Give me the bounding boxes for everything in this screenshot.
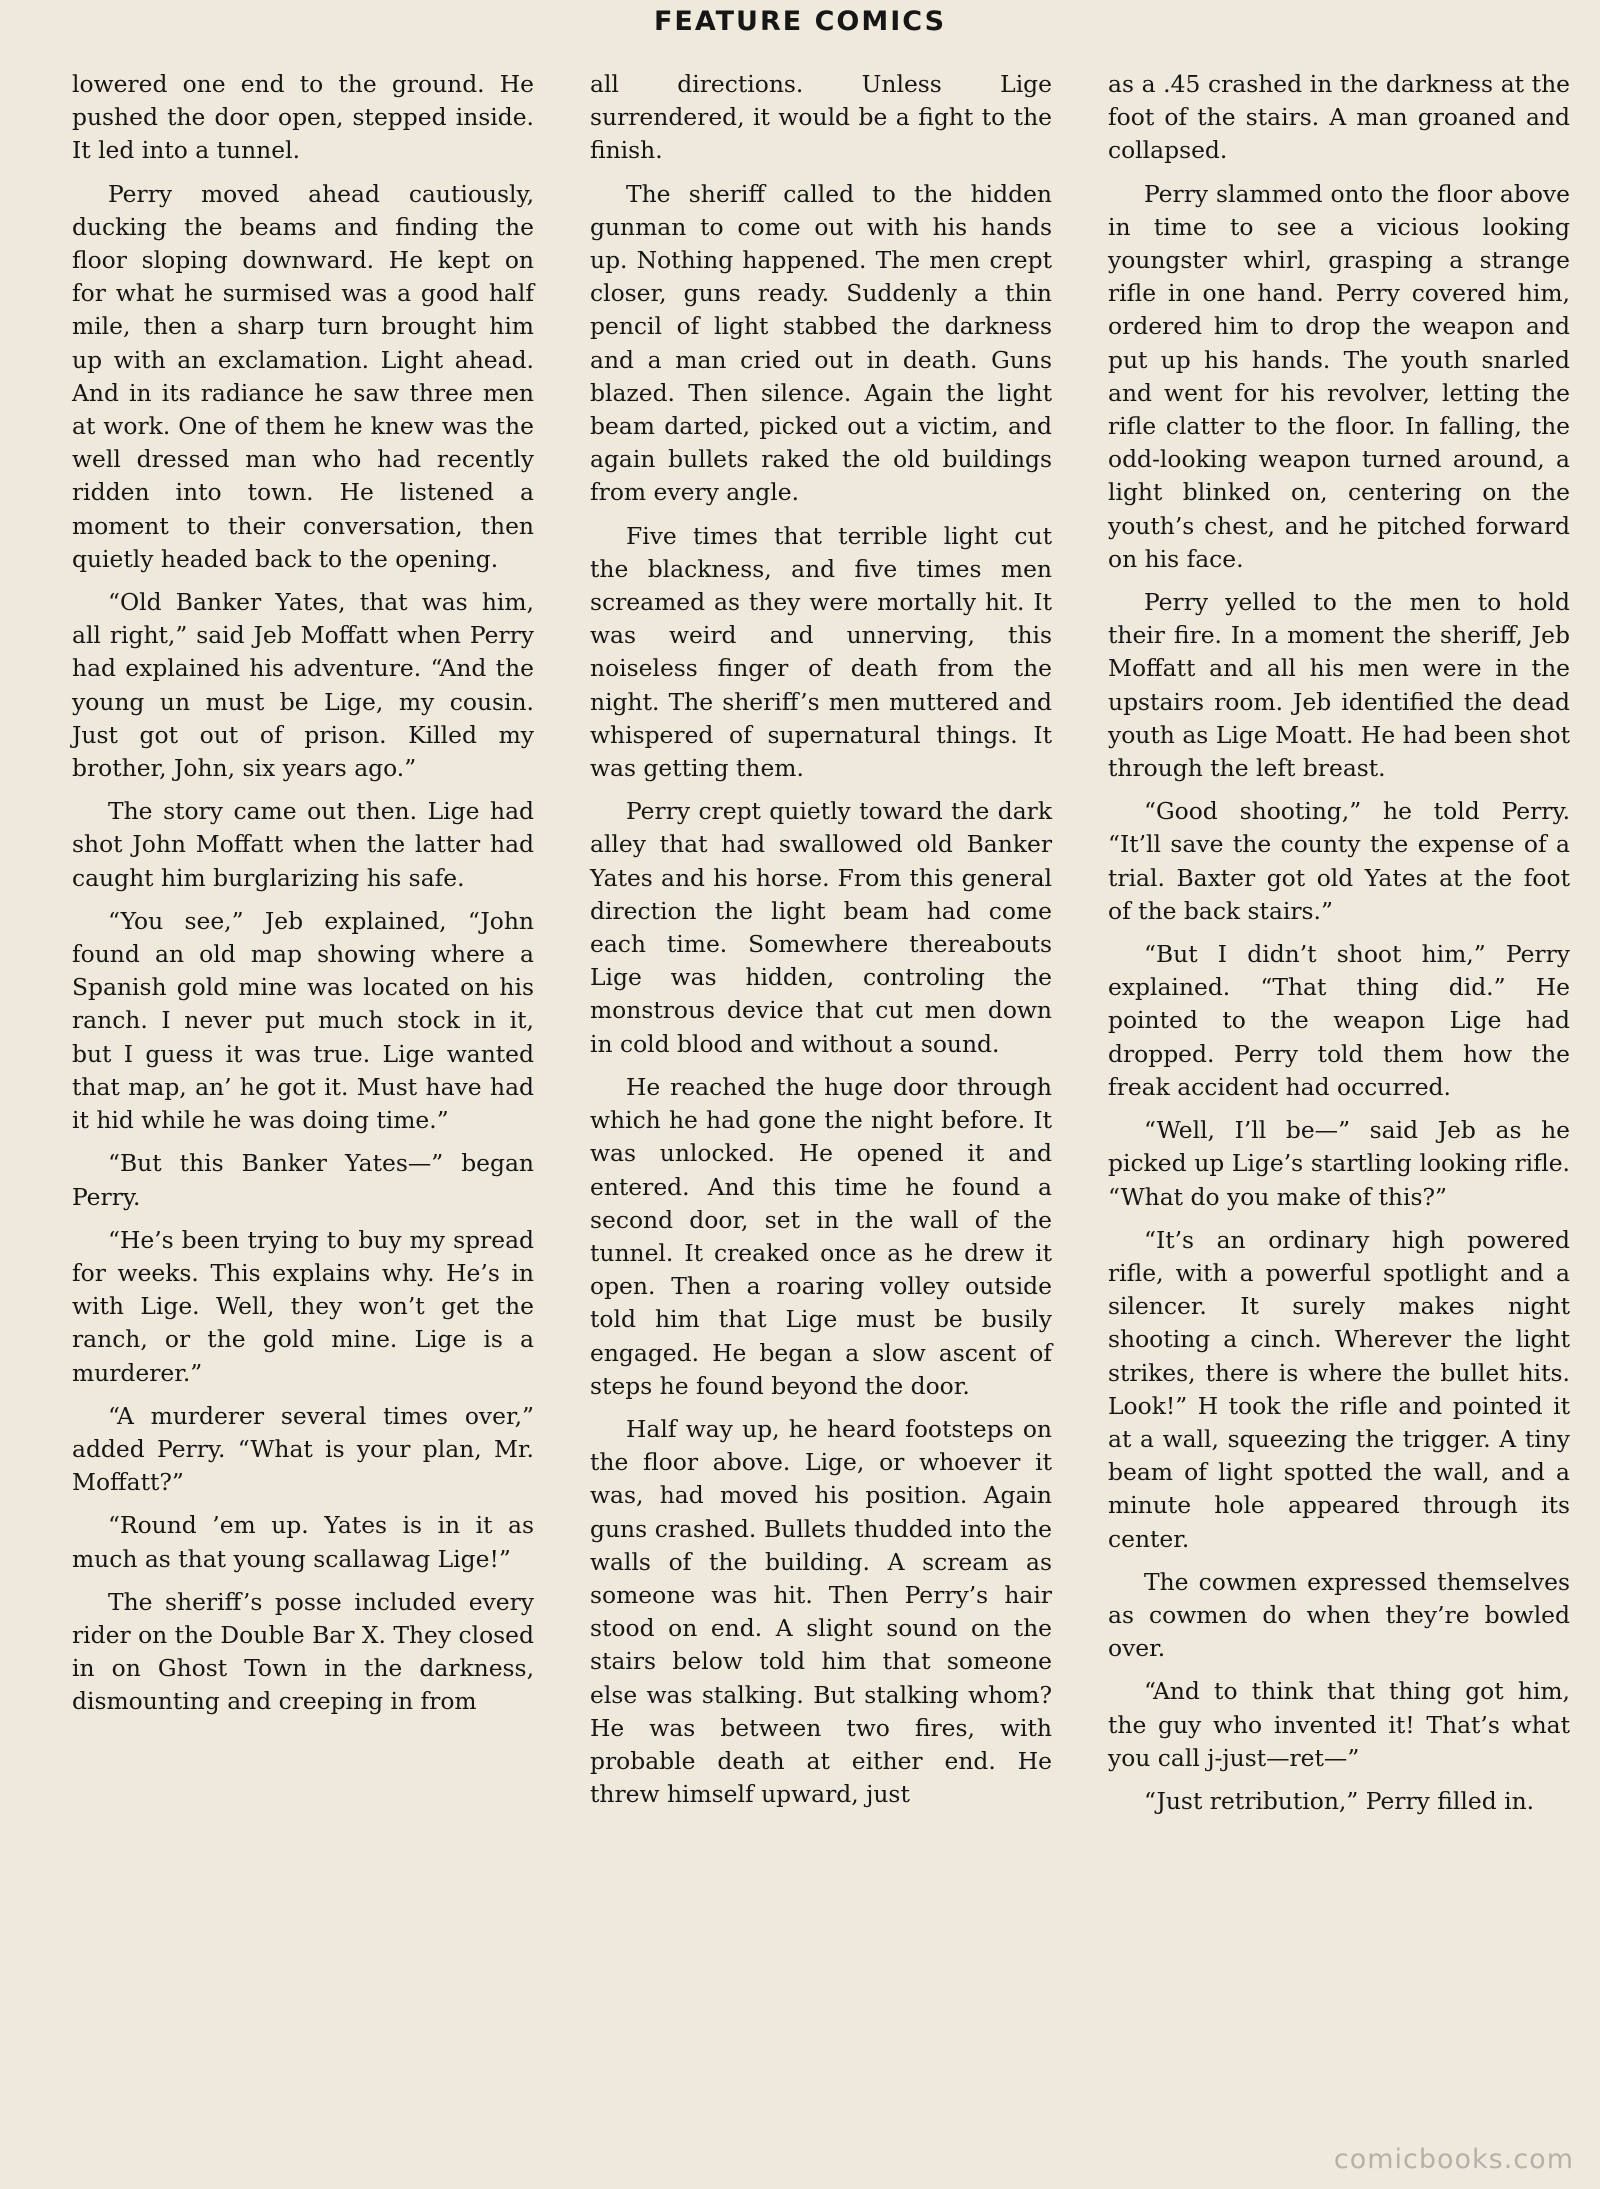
column-1 xyxy=(72,68,534,2128)
paragraph: The story came out then. Lige had shot John Moffatt when the latter had caught him burglarizing his safe. xyxy=(72,797,534,892)
paragraph: The sheriff’s posse included every rider on the Double Bar X. They closed in on Ghost Town in the darkness, dismounting and creeping in from xyxy=(72,1587,534,1716)
paragraph: “You see,” Jeb explained, “John found an old map showing where a Spanish gold mine was located on his ranch. I never put much stock in it, but I guess it was true. Lige wanted that map, an’ he got it. Must have had it hid while he was doing time.” xyxy=(72,906,534,1135)
paragraph: “It’s an ordinary high powered rifle, with a powerful spotlight and a silencer. It surely makes night shooting a cinch. Wherever the light strikes, there is where the bullet hits. Look!” H took the rifle and pointed it at a wall, squeezing the trigger. A tiny beam of light spotted the wall, and a minute hole appeared through its center. xyxy=(1108,1225,1570,1553)
article-columns xyxy=(72,68,1572,2128)
paragraph: “He’s been trying to buy my spread for weeks. This explains why. He’s in with Lige. Well, they won’t get the ranch, or the gold mine. Lige is a murderer.” xyxy=(72,1225,534,1387)
paragraph: Five times that terrible light cut the blackness, and five times men screamed as they were mortally hit. It was weird and unnerving, this noiseless finger of death from the night. The sheriff’s men muttered and whispered of supernatural things. It was getting them. xyxy=(590,521,1052,783)
paragraph: “Old Banker Yates, that was him, all right,” said Jeb Moffatt when Perry had explained his adventure. “And the young un must be Lige, my cousin. Just got out of prison. Killed my brother, John, six years ago.” xyxy=(72,588,534,783)
paragraph: “And to think that thing got him, the guy who invented it! That’s what you call j-just—ret—” xyxy=(1108,1677,1570,1772)
paragraph: Perry moved ahead cautiously, ducking the beams and finding the floor sloping downward. He kept on for what he surmised was a good half mile, then a sharp turn brought him up with an exclamation. Light ahead. And in its radiance he saw three men at work. One of them he knew was the well dressed man who had recently ridden into town. He listened a moment to their conversation, then quietly headed back to the opening. xyxy=(72,179,534,573)
watermark: comicbooks.com xyxy=(1333,2144,1574,2175)
paragraph: “Just retribution,” Perry filled in. xyxy=(1144,1786,1535,1815)
paragraph: Half way up, he heard footsteps on the floor above. Lige, or whoever it was, had moved his position. Again guns crashed. Bullets thudded into the walls of the building. A scream as someone was hit. Then Perry’s hair stood on end. A slight sound on the stairs below told him that someone else was stalking. But stalking whom? He was between two fires, with probable death at either end. He threw himself upward, just xyxy=(590,1414,1052,1809)
paragraph: “Well, I’ll be—” said Jeb as he picked up Lige’s startling looking rifle. “What do you make of this?” xyxy=(1108,1116,1570,1211)
paragraph: all directions. Unless Lige surrendered, it would be a fight to the finish. xyxy=(590,70,1052,165)
paragraph: “Good shooting,” he told Perry. “It’ll save the county the expense of a trial. Baxter got old Yates at the foot of the back stairs.” xyxy=(1108,797,1570,925)
paragraph: Perry slammed onto the floor above in time to see a vicious looking youngster whirl, grasping a strange rifle in one hand. Perry covered him, ordered him to drop the weapon and put up his hands. The youth snarled and went for his revolver, letting the rifle clatter to the floor. In falling, the odd-looking weapon turned around, a light blinked on, centering on the youth’s chest, and he pitched forward on his face. xyxy=(1108,179,1570,573)
paragraph: as a .45 crashed in the darkness at the foot of the stairs. A man groaned and collapsed. xyxy=(1108,70,1570,165)
paragraph: “But this Banker Yates—” began Perry. xyxy=(72,1149,534,1211)
paragraph: “But I didn’t shoot him,” Perry explained. “That thing did.” He pointed to the weapon Lige had dropped. Perry told them how the freak accident had occurred. xyxy=(1108,940,1570,1101)
paragraph: He reached the huge door through which he had gone the night before. It was unlocked. He opened it and entered. And this time he found a second door, set in the wall of the tunnel. It creaked once as he drew it open. Then a roaring volley outside told him that Lige must be busily engaged. He began a slow ascent of steps he found beyond the door. xyxy=(590,1072,1052,1400)
paragraph: “Round ’em up. Yates is in it as much as that young scallawag Lige!” xyxy=(72,1511,534,1573)
paragraph: lowered one end to the ground. He pushed the door open, stepped inside. It led into a tunnel. xyxy=(72,70,534,165)
paragraph: Perry crept quietly toward the dark alley that had swallowed old Banker Yates and his horse. From this general direction the light beam had come each time. Somewhere thereabouts Lige was hidden, controling the monstrous device that cut men down in cold blood and without a sound. xyxy=(590,797,1052,1058)
paragraph: The cowmen expressed themselves as cowmen do when they’re bowled over. xyxy=(1108,1567,1570,1663)
column-2 xyxy=(590,68,1052,2128)
paragraph: “A murderer several times over,” added Perry. “What is your plan, Mr. Moffatt?” xyxy=(72,1401,534,1497)
paragraph: Perry yelled to the men to hold their fire. In a moment the sheriff, Jeb Moffatt and all his men were in the upstairs room. Jeb identified the dead youth as Lige Moatt. He had been shot through the left breast. xyxy=(1108,588,1570,783)
running-header: FEATURE COMICS xyxy=(653,6,947,37)
paragraph: The sheriff called to the hidden gunman to come out with his hands up. Nothing happened. The men crept closer, guns ready. Suddenly a thin pencil of light stabbed the darkness and a man cried out in death. Guns blazed. Then silence. Again the light beam darted, picked out a victim, and again bullets raked the old buildings from every angle. xyxy=(590,179,1052,507)
column-3 xyxy=(1108,68,1570,2128)
